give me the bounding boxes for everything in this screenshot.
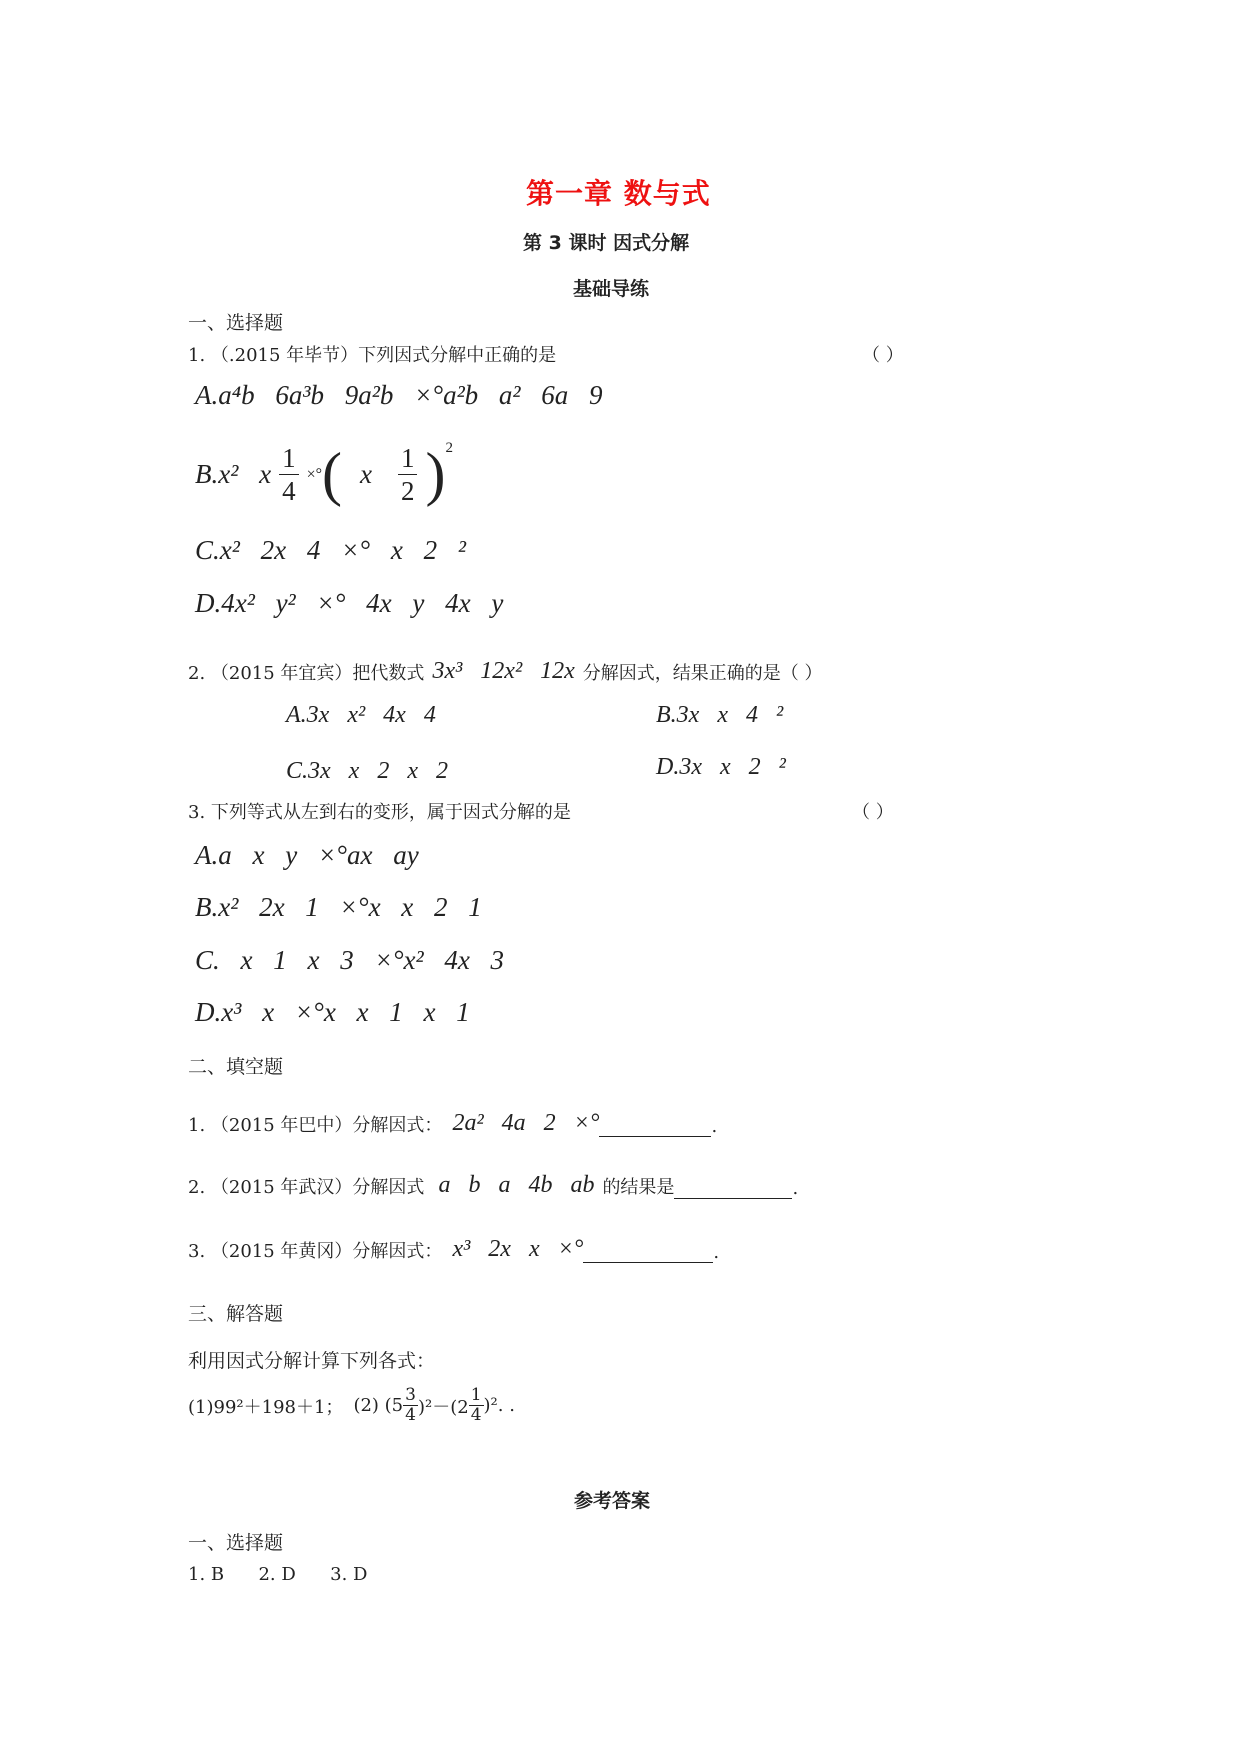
part1-heading: 一、选择题 (188, 312, 284, 334)
fill-q2-expression: a b a 4b ab (438, 1172, 595, 1198)
q1-option-b (195, 440, 453, 509)
q1-option-d: D.4x² y² ×° 4x y 4x y (195, 588, 504, 618)
q2-stem (188, 658, 823, 685)
fill-q1 (188, 1110, 717, 1137)
section-heading: 基础导练 (573, 278, 650, 300)
q1-option-b-fraction-2 (398, 442, 418, 507)
q3-answer-paren: （ ） (852, 802, 894, 823)
q1-option-b-prefix: B.x² x (195, 459, 272, 489)
q2-stem-post: 分解因式，结果正确的是（ ） (582, 662, 823, 684)
fill-q3-end: . (713, 1242, 720, 1263)
lesson-subtitle: 第 3 课时 因式分解 (523, 232, 690, 254)
fill-q1-answer-blank[interactable] (599, 1116, 711, 1137)
part2-heading: 二、填空题 (188, 1056, 284, 1078)
part3-item-2-mid: )²－(2 (417, 1396, 469, 1418)
q1-stem: 1. （.2015 年毕节）下列因式分解中正确的是 (188, 345, 557, 366)
fill-q2-post: 的结果是 (602, 1177, 675, 1198)
q2-stem-pre: 2. （2015 年宜宾）把代数式 (188, 662, 425, 684)
fill-q1-stem: 1. （2015 年巴中）分解因式： (188, 1115, 443, 1136)
answers-line: 1. B 2. D 3. D (188, 1564, 368, 1585)
q2-option-d: D.3x x 2 ² (656, 754, 786, 780)
q1-option-b-fraction-1 (279, 442, 299, 507)
q1-option-c: C.x² 2x 4 ×° x 2 ² (195, 535, 466, 565)
q1-option-a: A.a⁴b 6a³b 9a²b ×°a²b a² 6a 9 (195, 380, 603, 410)
part3-item-2-end: )². . (483, 1395, 515, 1416)
fill-q2-stem: 2. （2015 年武汉）分解因式 (188, 1177, 425, 1198)
q1-option-b-mark: ×° (306, 465, 322, 483)
q3-option-a: A.a x y ×°ax ay (195, 840, 419, 870)
fraction-denominator: 4 (282, 476, 296, 506)
fill-q1-expression: 2a² 4a 2 ×° (452, 1110, 600, 1136)
q3-option-d: D.x³ x ×°x x 1 x 1 (195, 997, 470, 1027)
left-paren: ( (321, 441, 342, 507)
q2-expression: 3x³ 12x² 12x (432, 658, 575, 684)
fraction-denominator: 2 (400, 476, 415, 506)
fraction-denominator: 4 (405, 1405, 416, 1425)
fill-q3-answer-blank[interactable] (583, 1242, 713, 1263)
fraction-numerator: 3 (405, 1385, 416, 1405)
part3-item-2-fraction-1 (403, 1386, 418, 1425)
page-title: 第一章 数与式 (526, 177, 711, 210)
answers-heading: 参考答案 (574, 1490, 651, 1512)
part3-item-2-fraction-2 (469, 1386, 484, 1425)
fraction-numerator: 1 (279, 442, 299, 475)
part3-items (188, 1386, 515, 1425)
q3-option-b: B.x² 2x 1 ×°x x 2 1 (195, 892, 482, 922)
right-paren: ) (425, 441, 446, 507)
q2-option-b: B.3x x 4 ² (656, 702, 784, 728)
part3-heading: 三、解答题 (188, 1303, 284, 1325)
q1-option-b-exponent: 2 (445, 440, 453, 456)
part3-item-1: (1)99²＋198＋1； (188, 1396, 344, 1418)
fill-q1-end: . (711, 1116, 718, 1137)
fill-q2 (188, 1172, 798, 1199)
q2-option-a: A.3x x² 4x 4 (286, 702, 436, 728)
fraction-denominator: 4 (470, 1405, 482, 1425)
fill-q3 (188, 1236, 719, 1263)
q1-option-b-x: x (359, 459, 372, 489)
fraction-numerator: 1 (398, 442, 418, 475)
fill-q3-expression: x³ 2x x ×° (452, 1236, 584, 1262)
fill-q3-stem: 3. （2015 年黄冈）分解因式： (188, 1241, 443, 1262)
q3-stem: 3. 下列等式从左到右的变形，属于因式分解的是 (188, 802, 571, 823)
part3-item-2-pre: (2) (5 (353, 1395, 404, 1416)
q3-option-c: C. x 1 x 3 ×°x² 4x 3 (195, 945, 505, 975)
part3-instruction: 利用因式分解计算下列各式： (188, 1350, 436, 1372)
q1-answer-paren: （ ） (862, 345, 904, 366)
fill-q2-end: . (792, 1178, 799, 1199)
fill-q2-answer-blank[interactable] (674, 1178, 792, 1199)
q2-option-c: C.3x x 2 x 2 (286, 758, 448, 784)
fraction-numerator: 1 (470, 1385, 482, 1405)
answers-subheading: 一、选择题 (188, 1532, 284, 1554)
